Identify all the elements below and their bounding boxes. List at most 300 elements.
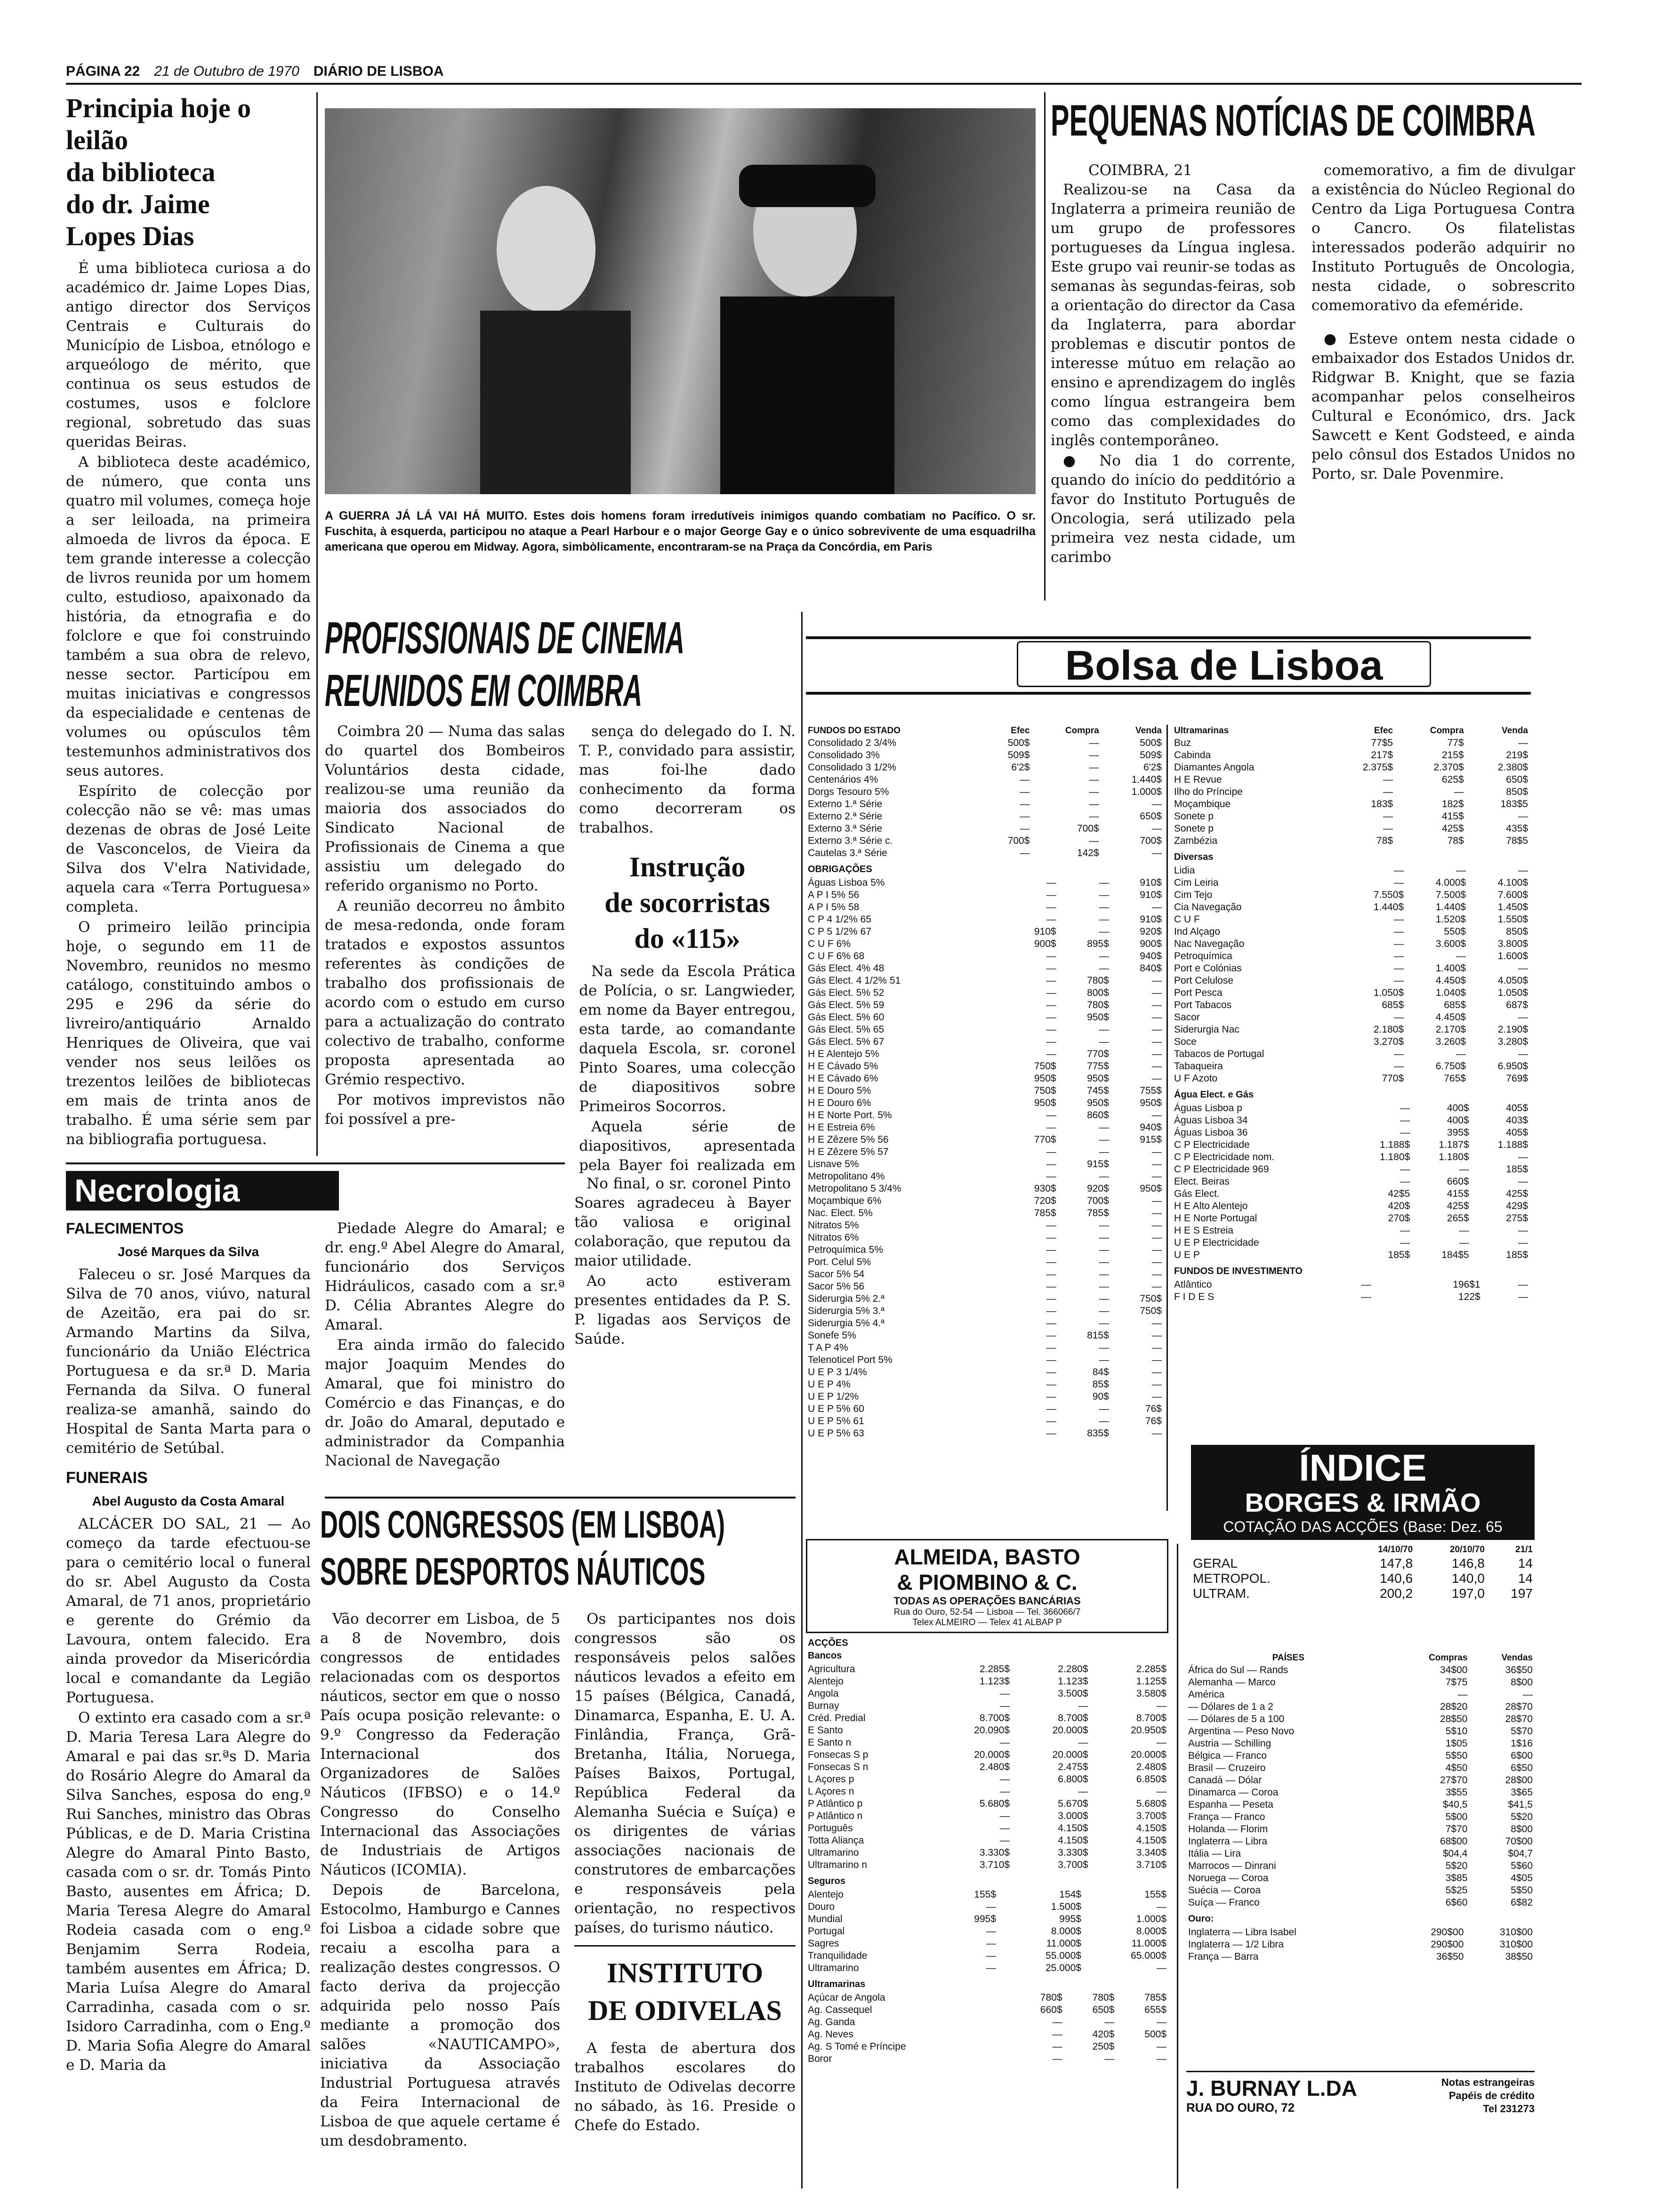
diversas-table — [1172, 865, 1530, 1085]
table-row — [1186, 1774, 1535, 1787]
quote-value: — — [1454, 786, 1464, 797]
quote-value: 750$ — [1140, 1293, 1162, 1304]
table-row — [806, 1183, 1164, 1195]
quote-value: — — [1400, 1115, 1410, 1126]
row-label: Siderurgia 5% 3.ª — [808, 1306, 885, 1316]
quote-value: 650$ — [1506, 774, 1528, 785]
quote-value: 700$ — [1077, 823, 1099, 834]
table-row — [806, 1415, 1164, 1427]
row-label: C U F 6% — [808, 938, 851, 949]
quote-value: 435$ — [1506, 823, 1528, 834]
quote-value: — — [1157, 2017, 1166, 2028]
row-label: Port e Colónias — [1174, 963, 1242, 974]
quote-value: 270$ — [1388, 1213, 1410, 1224]
quote-value: — — [1046, 1171, 1056, 1182]
quote-value: — — [1046, 902, 1056, 913]
row-label: Telenoticel Port 5% — [808, 1354, 893, 1365]
quote-value: 405$ — [1506, 1127, 1528, 1138]
quote-value: 4$05 — [1511, 1873, 1533, 1883]
row-label: Moçambique 6% — [808, 1195, 882, 1206]
row-label: H E Revue — [1174, 774, 1222, 785]
quote-value: — — [1052, 2053, 1062, 2064]
row-label: Petroquímica 5% — [808, 1244, 883, 1255]
row-label: Alentejo — [808, 1676, 844, 1687]
quote-value: 3.330$ — [979, 1847, 1010, 1858]
table-body — [806, 1889, 1168, 1974]
deceased-name: José Marques da Silva — [117, 1244, 259, 1259]
row-label: Canadá — Dólar — [1188, 1775, 1262, 1786]
row-label: Tabacos de Portugal — [1174, 1049, 1264, 1059]
table-row — [806, 1366, 1164, 1378]
quote-value: — — [1099, 1122, 1109, 1133]
headline-line: do «115» — [634, 923, 740, 954]
paragraph: A reunião decorreu no âmbito de mesa-redonda, onde foram tratados e expostos assuntos referentes às condições de trabalho dos profissionais de acordo com o estudo em curso para a actualização do contrato colectivo de trabalho, conforme proposta apresentada ao Grémio respectivo. — [325, 898, 565, 1088]
quote-value: — — [986, 1963, 997, 1973]
quote-value: — — [1099, 1036, 1109, 1047]
quote-value: — — [1020, 823, 1030, 834]
quote-value: 197 — [1511, 1586, 1533, 1601]
quote-value: — — [1099, 914, 1109, 925]
row-label: Externo 1.ª Série — [808, 799, 883, 809]
row-label: Sacor 5% 54 — [808, 1269, 865, 1280]
paragraph: Piedade Alegre do Amaral; e dr. eng.º Abel Alegre do Amaral, funcionário dos Serviços Hidráulicos, casado com a sr.ª D. Célia Abrantes Alegre do Amaral. — [325, 1220, 565, 1333]
ouro-table — [1186, 1926, 1535, 1963]
row-label: Sonete p — [1174, 823, 1214, 834]
quote-value: 785$ — [1144, 1992, 1166, 2003]
quote-value: — — [1046, 951, 1056, 962]
row-label: Cim Tejo — [1174, 890, 1213, 900]
table-row — [806, 1798, 1168, 1810]
row-label: Buz — [1174, 737, 1191, 748]
table-row — [1186, 1713, 1535, 1725]
quote-value: 769$ — [1506, 1073, 1528, 1084]
row-label: Siderurgia 5% 2.ª — [808, 1293, 885, 1304]
quote-value: 950$ — [1140, 1098, 1162, 1108]
quote-value: — — [1459, 1164, 1469, 1175]
row-label: Ultramarino n — [808, 1859, 868, 1870]
quote-value: — — [1052, 2029, 1062, 2040]
quote-value: 3.710$ — [979, 1859, 1010, 1870]
quote-value: — — [1089, 750, 1099, 761]
quote-value: 660$ — [1447, 1176, 1469, 1187]
row-label: Externo 2.ª Série — [808, 811, 883, 822]
quote-value: 78$5 — [1506, 835, 1528, 846]
table-row — [1172, 1188, 1530, 1200]
quote-value: 3.800$ — [1497, 938, 1528, 949]
row-label: Gás Elect. 5% 60 — [808, 1012, 885, 1023]
bancos-table — [806, 1663, 1168, 1871]
row-label: Sacor — [1174, 1012, 1200, 1023]
table-row — [806, 823, 1164, 835]
quote-value: 122$ — [1458, 1291, 1480, 1302]
section-heading: Ouro: — [1188, 1914, 1214, 1924]
section-heading: Seguros — [808, 1876, 846, 1886]
row-label: P Atlântico p — [808, 1798, 863, 1809]
quote-value: — — [1518, 1049, 1528, 1059]
table-row — [806, 1011, 1164, 1024]
row-label: P Atlântico n — [808, 1811, 863, 1821]
row-label: Águas Lisboa p — [1174, 1103, 1242, 1114]
paragraph: Por motivos imprevistos não foi possível a pre- — [325, 1091, 565, 1128]
table-body — [806, 877, 1164, 1440]
section-heading: Bancos — [808, 1651, 842, 1661]
quote-value: 1.000$ — [1131, 786, 1162, 797]
quote-value: 2.370$ — [1433, 762, 1464, 773]
necrologia-col-2 — [325, 1219, 565, 1483]
quote-value: 27$70 — [1440, 1775, 1468, 1786]
table-row — [806, 914, 1164, 926]
row-label: U E P 4% — [808, 1379, 851, 1390]
table-row — [1172, 774, 1530, 786]
table-row — [806, 737, 1164, 749]
quote-value: 36$50 — [1436, 1951, 1464, 1962]
quote-value: $04,7 — [1508, 1848, 1533, 1859]
section-heading: Ultramarinas — [808, 1979, 866, 1989]
row-label: Diamantes Angola — [1174, 762, 1255, 773]
quote-value: 11.000$ — [1046, 1938, 1081, 1949]
headline-line: PROFISSIONAIS DE CINEMA — [325, 613, 685, 663]
quote-value: — — [1046, 1318, 1056, 1329]
table-row — [1186, 1664, 1535, 1676]
quote-value: — — [1046, 1232, 1056, 1243]
quote-value: 3.710$ — [1136, 1859, 1166, 1870]
quote-value: — — [1457, 1689, 1468, 1700]
firm-name: J. BURNAY L.DA — [1186, 2076, 1357, 2100]
row-label: Elect. Beiras — [1174, 1176, 1230, 1187]
quote-value: 920$ — [1140, 926, 1162, 937]
quote-value: 5$10 — [1445, 1726, 1468, 1737]
quote-value: 780$ — [1087, 975, 1109, 986]
quote-value: 1.180$ — [1380, 1152, 1410, 1162]
table-row — [1172, 810, 1530, 823]
quote-value: — — [1046, 890, 1056, 900]
quote-value: 182$ — [1441, 799, 1464, 809]
quote-value: 420$ — [1388, 1201, 1410, 1211]
row-label: C P Electricidade nom. — [1174, 1152, 1275, 1162]
firm-address: Rua do Ouro, 52-54 — Lisboa — Tel. 366066/7 — [893, 1607, 1081, 1617]
quote-value: 8$00 — [1511, 1677, 1533, 1688]
row-label: Inglaterra — 1/2 Libra — [1188, 1939, 1284, 1950]
paragraph: O extinto era casado com a sr.ª D. Maria Teresa Lara Alegre do Amaral e pai das sr.ªs D. Maria do Rosário Alegre do Amaral da Silva Sanches, esposa do eng.º Rui Sanches, ministro das Obras Públicas, e de D. Maria Cristina Alegre do Amaral Pinto Basto, casada com o sr. dr. Tomás Pinto Basto, ausentes em África; D. Maria Teresa Alegre do Amaral Rodeia casada com o eng.º Benjamim Serra Rodeia, também ausentes em África; D. Maria Luísa Alegre do Amaral Carradinha, casada com o sr. Isidoro Carradinha, com o Eng.º D. Maria Sofia Alegre do Amaral e D. Maria da — [66, 1709, 311, 2074]
quote-value: — — [1157, 1963, 1166, 1973]
table-row — [806, 938, 1164, 950]
table-row — [1172, 1114, 1530, 1127]
headline-line: DE ODIVELAS — [588, 1995, 782, 2026]
row-label: Atlântico — [1174, 1279, 1212, 1290]
quote-value: 25.000$ — [1046, 1963, 1081, 1973]
quote-value: 780$ — [1040, 1992, 1062, 2003]
quote-value: 8$00 — [1511, 1824, 1533, 1835]
quote-value: — — [1152, 1330, 1162, 1341]
quote-value: $04,4 — [1442, 1848, 1468, 1859]
table-row — [1172, 835, 1530, 847]
row-label: Consolidado 2 3/4% — [808, 737, 896, 748]
obrigacoes-table — [806, 877, 1164, 1440]
column-header: Venda — [1135, 726, 1162, 736]
quote-value: $40,5 — [1442, 1799, 1468, 1810]
section-heading: FUNDOS DE INVESTIMENTO — [1174, 1266, 1303, 1276]
column-header: PAÍSES — [1272, 1653, 1304, 1663]
cinema-headline — [325, 612, 685, 717]
row-label: U E P 5% 63 — [808, 1428, 864, 1439]
quote-value: 2.480$ — [979, 1762, 1010, 1772]
almeida-ultra-table — [806, 1992, 1168, 2065]
row-label: Águas Lisboa 36 — [1174, 1127, 1248, 1138]
quote-value: — — [1099, 1257, 1109, 1267]
quote-value: 290$00 — [1431, 1939, 1464, 1950]
table-row — [1186, 1897, 1535, 1909]
row-label: Gás Elect. 5% 65 — [808, 1024, 885, 1035]
table-row — [1172, 1237, 1530, 1249]
quote-value: 2.380$ — [1497, 762, 1528, 773]
firm-telex: Telex ALMEIRO — Telex 41 ALBAP P — [912, 1618, 1062, 1627]
table-row — [806, 1749, 1168, 1761]
row-label: Port Pesca — [1174, 987, 1223, 998]
quote-value: 650$ — [1092, 2004, 1115, 2015]
quote-value: — — [1078, 1700, 1088, 1711]
quote-value: — — [1000, 1737, 1010, 1748]
firm-name: & PIOMBINO & C. — [897, 1570, 1078, 1595]
quote-value: 5$00 — [1445, 1811, 1468, 1822]
quote-value: — — [1394, 938, 1404, 949]
quote-value: 400$ — [1447, 1103, 1469, 1114]
quote-value: 815$ — [1087, 1330, 1109, 1341]
table-row — [806, 1342, 1164, 1354]
table-row — [806, 774, 1164, 786]
quote-value: 5$25 — [1445, 1885, 1468, 1896]
quote-value: — — [1152, 1036, 1162, 1047]
quote-value: 900$ — [1034, 938, 1056, 949]
quote-value: 77$ — [1447, 737, 1464, 748]
quote-value: — — [1099, 951, 1109, 962]
quote-value: 5$50 — [1511, 1885, 1533, 1896]
quote-value: 1.187$ — [1439, 1139, 1469, 1150]
quote-value: 78$ — [1447, 835, 1464, 846]
table-row — [1172, 901, 1530, 914]
table-row — [806, 1992, 1168, 2004]
cambios-box — [1186, 1652, 1535, 2066]
quote-value: — — [1046, 1379, 1056, 1390]
row-label: U E P 5% 60 — [808, 1403, 864, 1414]
row-label: Agricultura — [808, 1664, 855, 1675]
cinema-article — [325, 612, 796, 1174]
row-label: C P 5 1/2% 67 — [808, 926, 872, 937]
quote-value: — — [1046, 1281, 1056, 1292]
quote-value: 785$ — [1087, 1208, 1109, 1218]
table-body — [1172, 865, 1530, 1085]
quote-value: — — [1099, 1318, 1109, 1329]
quote-value: 415$ — [1447, 1188, 1469, 1199]
quote-value: — — [1157, 1901, 1166, 1912]
row-label: Créd. Predial — [808, 1713, 866, 1723]
quote-value: — — [986, 1938, 997, 1949]
quote-value: 20.000$ — [974, 1749, 1010, 1760]
row-label: Gás Elect. 5% 67 — [808, 1036, 885, 1047]
row-label: Sonefe 5% — [808, 1330, 856, 1341]
table-row — [806, 1024, 1164, 1036]
row-label: América — [1188, 1689, 1225, 1700]
table-row — [806, 1427, 1164, 1440]
quote-value: 403$ — [1506, 1115, 1528, 1126]
quote-value: — — [1400, 1127, 1410, 1138]
quote-value: 275$ — [1506, 1213, 1528, 1224]
row-label: Port. Celul 5% — [808, 1257, 871, 1267]
row-label: Alemanha — Marco — [1188, 1677, 1276, 1688]
quote-value: 500$ — [1144, 2029, 1166, 2040]
row-label: Águas Lisboa 34 — [1174, 1115, 1248, 1126]
quote-value: 1.600$ — [1497, 951, 1528, 962]
quote-value: 65.000$ — [1131, 1950, 1166, 1961]
quote-value: 775$ — [1087, 1061, 1109, 1072]
section-heading: OBRIGAÇÕES — [808, 864, 872, 874]
quote-value: 1.040$ — [1435, 987, 1466, 998]
quote-value: 217$ — [1371, 750, 1393, 761]
seguros-table — [806, 1889, 1168, 1974]
paragraph: Era ainda irmão do falecido major Joaquim Mendes do Amaral, que foi ministro do Comércio e das Finanças, e do dr. João do Amaral, deputado e administrador da Companhia Nacional de Navegação — [325, 1337, 565, 1469]
row-label: Brasil — Cruzeiro — [1188, 1763, 1266, 1773]
table-row — [1172, 1249, 1530, 1261]
quote-value: 196$1 — [1453, 1279, 1480, 1290]
row-label: Externo 3.ª Série c. — [808, 835, 893, 846]
table-row — [806, 1925, 1168, 1938]
quote-value: — — [1020, 774, 1030, 785]
quote-value: — — [1152, 1318, 1162, 1329]
quote-value: 5$20 — [1445, 1860, 1468, 1871]
table-row — [806, 2004, 1168, 2016]
quote-value: — — [1089, 762, 1099, 773]
table-row — [1172, 877, 1530, 889]
dateline: COIMBRA, 21 — [1088, 162, 1192, 179]
quote-value: 84$ — [1092, 1367, 1109, 1378]
quote-value: 950$ — [1087, 1073, 1109, 1084]
indice-company: BORGES & IRMÃO — [1245, 1488, 1481, 1517]
table-body — [1172, 1102, 1530, 1261]
row-label: Dinamarca — Coroa — [1188, 1787, 1279, 1798]
quote-value: — — [1152, 1146, 1162, 1157]
row-label: T A P 4% — [808, 1342, 848, 1353]
table-body — [1186, 1926, 1535, 1963]
quote-value: — — [1152, 1257, 1162, 1267]
quote-value: — — [1394, 926, 1404, 937]
headline-line: da biblioteca — [66, 157, 216, 187]
table-row — [1191, 1556, 1535, 1571]
quote-value: 8.000$ — [1051, 1926, 1081, 1937]
row-label: Bélgica — Franco — [1188, 1750, 1267, 1761]
quote-value: 197,0 — [1451, 1586, 1485, 1601]
paragraph: ALCÁCER DO SAL, 21 — Ao começo da tarde efectuou-se para o cemitério local o funeral do sr. Abel Augusto da Costa Amaral, de 71 anos, proprietário e gerente do Grémio da Lavoura, ontem falecido. Era ainda provedor da Misericórdia local e comandante da Legião Portuguesa. — [66, 1515, 311, 1706]
row-label: H E Estreia 6% — [808, 1122, 875, 1133]
row-label: Cim Leiria — [1174, 877, 1219, 888]
issue-date: 21 de Outubro de 1970 — [154, 64, 299, 79]
quote-value: — — [1152, 823, 1162, 834]
paragraph: Realizou-se na Casa da Inglaterra a primeira reunião de um grupo de professores portugueses da Língua inglesa. Este grupo vai reunir-se todas as semanas às segundas-feiras, sob a orientação do director da Casa da Inglaterra, para abordar problemas e discutir pontos de interesse mútuo em relação ao ensino e aprendizagem do inglês como língua estrangeira bem como das complexidades do inglês contemporâneo. — [1051, 181, 1295, 449]
table-row — [806, 1378, 1164, 1391]
quote-value: 1.520$ — [1435, 914, 1466, 925]
table-row — [1172, 737, 1530, 749]
quote-value: — — [1394, 951, 1404, 962]
quote-value: — — [1157, 2041, 1166, 2052]
row-label: Douro — [808, 1901, 835, 1912]
row-label: H E Alentejo 5% — [808, 1049, 879, 1059]
quote-value: 155$ — [1144, 1889, 1166, 1900]
headline-line: INSTITUTO — [606, 1957, 764, 1988]
quote-value: 1.440$ — [1435, 902, 1466, 913]
table-row — [806, 1281, 1164, 1293]
quote-value: — — [1157, 1700, 1166, 1711]
row-label: Lidia — [1174, 865, 1195, 876]
table-row — [806, 999, 1164, 1011]
row-label: H E Norte Portugal — [1174, 1213, 1257, 1224]
quote-value: 183$5 — [1500, 799, 1528, 809]
quote-value: 310$00 — [1499, 1939, 1533, 1950]
quote-value: 3.270$ — [1373, 1036, 1404, 1047]
quote-value: — — [1152, 1000, 1162, 1010]
quote-value: 20.000$ — [1131, 1749, 1166, 1760]
quote-value: 42$5 — [1388, 1188, 1410, 1199]
quote-value: — — [1152, 975, 1162, 986]
row-label: Ag. Neves — [808, 2029, 853, 2040]
news-photo — [325, 108, 1036, 494]
quote-value: — — [1046, 1159, 1056, 1170]
section-rule — [574, 1945, 796, 1947]
quote-value: — — [1152, 1428, 1162, 1439]
table-body — [806, 1992, 1168, 2065]
section-heading: Água Elect. e Gás — [1174, 1090, 1254, 1100]
quote-value: — — [1099, 1244, 1109, 1255]
quote-value: 687$ — [1506, 1000, 1528, 1010]
quote-value: — — [1383, 774, 1393, 785]
table-row — [1172, 926, 1530, 938]
quote-value: 785$ — [1034, 1208, 1056, 1218]
table-row — [806, 1048, 1164, 1060]
table-row — [1172, 1073, 1530, 1085]
indice-subtitle: COTAÇÃO DAS ACÇÕES (Base: Dez. 65 — [1223, 1518, 1503, 1535]
quote-value: — — [1152, 1391, 1162, 1402]
quote-value: — — [1020, 811, 1030, 822]
leilao-article — [66, 92, 311, 1156]
quote-value: — — [1152, 1208, 1162, 1218]
table-row — [1186, 1787, 1535, 1799]
quote-value: 4.150$ — [1136, 1835, 1166, 1846]
paragraph: Na sede da Escola Prática de Polícia, o sr. Langwieder, em nome da Bayer entregou, esta tarde, ao comandante daquela Escola, sr. coronel Pinto Soares, uma colecção de diapositivos sobre Primeiros Socorros. — [579, 963, 796, 1115]
table-row — [806, 761, 1164, 774]
quote-value: 940$ — [1140, 1122, 1162, 1133]
table-row — [806, 810, 1164, 823]
table-row — [806, 1305, 1164, 1317]
column-rule — [1177, 1544, 1178, 2188]
quote-value: — — [1152, 1354, 1162, 1365]
quote-value: 910$ — [1140, 914, 1162, 925]
table-row — [806, 2016, 1168, 2028]
quote-value: — — [1046, 1306, 1056, 1316]
quote-value: 770$ — [1034, 1134, 1056, 1145]
table-row — [1186, 1939, 1535, 1951]
cinema-col-2 — [579, 722, 796, 1174]
row-label: Ag. Ganda — [808, 2017, 855, 2028]
table-row — [1186, 1689, 1535, 1701]
headline-line: REUNIDOS EM COIMBRA — [325, 665, 643, 716]
quote-value: 1.000$ — [1136, 1914, 1166, 1924]
table-row — [1172, 1212, 1530, 1225]
column-header: Vendas — [1501, 1653, 1533, 1663]
quote-value: — — [1099, 1220, 1109, 1231]
quote-value: — — [1518, 1237, 1528, 1248]
quote-value: — — [1152, 1367, 1162, 1378]
section-heading: Diversas — [1174, 852, 1214, 862]
column-rule — [316, 92, 318, 1156]
row-label: Portugal — [808, 1926, 845, 1937]
quote-value: 840$ — [1140, 963, 1162, 974]
